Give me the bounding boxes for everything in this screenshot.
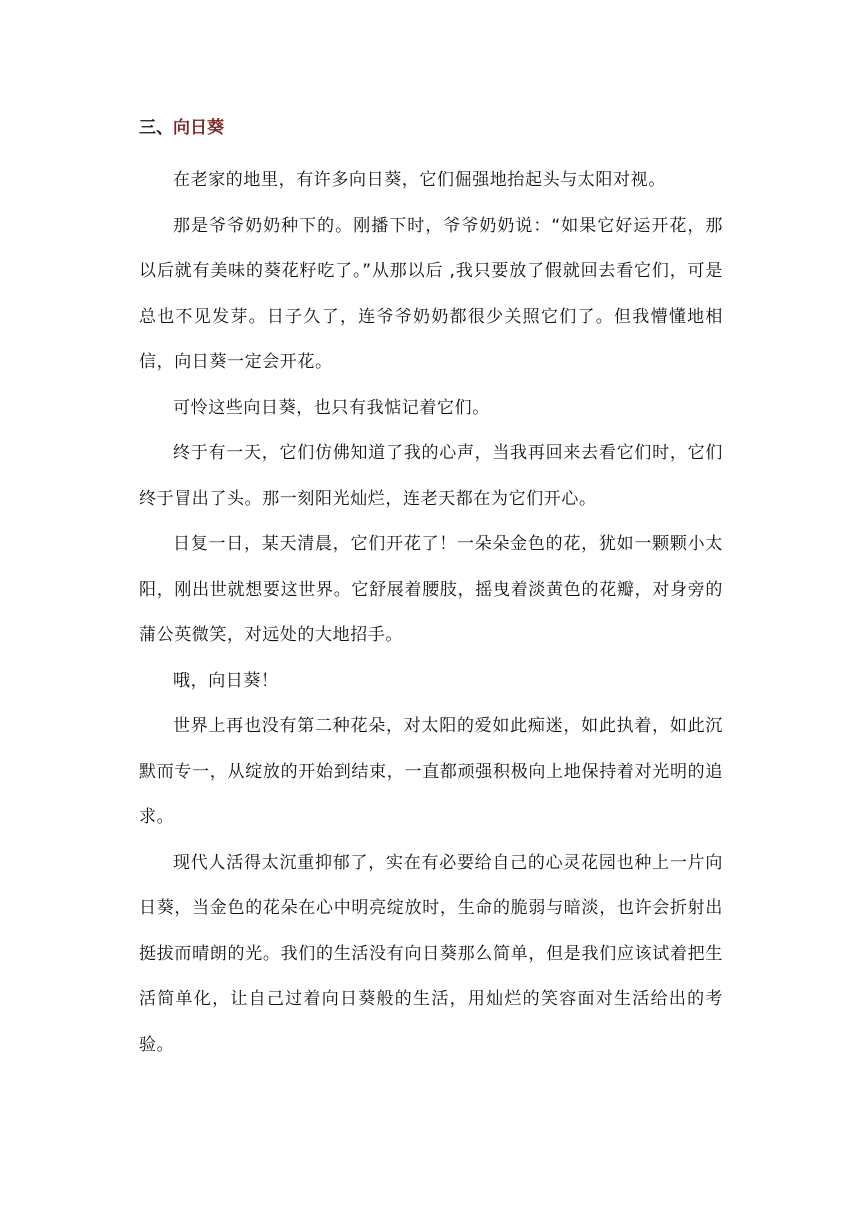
paragraph-4: 终于有一天，它们仿佛知道了我的心声，当我再回来去看它们时，它们终于冒出了头。那一刻阳光灿烂，连老天都在为它们开心。 xyxy=(139,443,723,509)
paragraph-6: 哦，向日葵！ xyxy=(173,670,279,691)
section-title: 向日葵 xyxy=(173,118,224,138)
paragraph-7: 世界上再也没有第二种花朵，对太阳的爱如此痴迷，如此执着，如此沉默而专一，从绽放的开始到结束，一直都顽强积极向上地保持着对光明的追求。 xyxy=(139,716,723,827)
section-number: 三、 xyxy=(139,118,173,138)
paragraph-3: 可怜这些向日葵，也只有我惦记着它们。 xyxy=(173,397,490,418)
paragraph-8: 现代人活得太沉重抑郁了，实在有必要给自己的心灵花园也种上一片向日葵，当金色的花朵在心中明亮绽放时，生命的脆弱与暗淡，也许会折射出挺拔而晴朗的光。我们的生活没有向日葵那么简单，但是我们应该试着把生活简单化，让自己过着向日葵般的生活，用灿烂的笑容面对生活给出的考验。 xyxy=(139,852,723,1055)
essay xyxy=(139,112,723,1068)
paragraph-5: 日复一日，某天清晨，它们开花了！一朵朵金色的花，犹如一颗颗小太阳，刚出世就想要这世界。它舒展着腰肢，摇曳着淡黄色的花瓣，对身旁的蒲公英微笑，对远处的大地招手。 xyxy=(139,534,723,645)
paragraph-1: 在老家的地里，有许多向日葵，它们倔强地抬起头与太阳对视。 xyxy=(173,170,666,190)
section-heading xyxy=(139,112,723,144)
paragraph-2: 那是爷爷奶奶种下的。刚播下时，爷爷奶奶说：“如果它好运开花，那以后就有美味的葵花籽吃了。”从那以后 ,我只要放了假就回去看它们，可是总也不见发芽。日子久了，连爷爷奶奶都很少关照它们了。但我懵懂地相信，向日葵一定会开花。 xyxy=(139,215,723,372)
